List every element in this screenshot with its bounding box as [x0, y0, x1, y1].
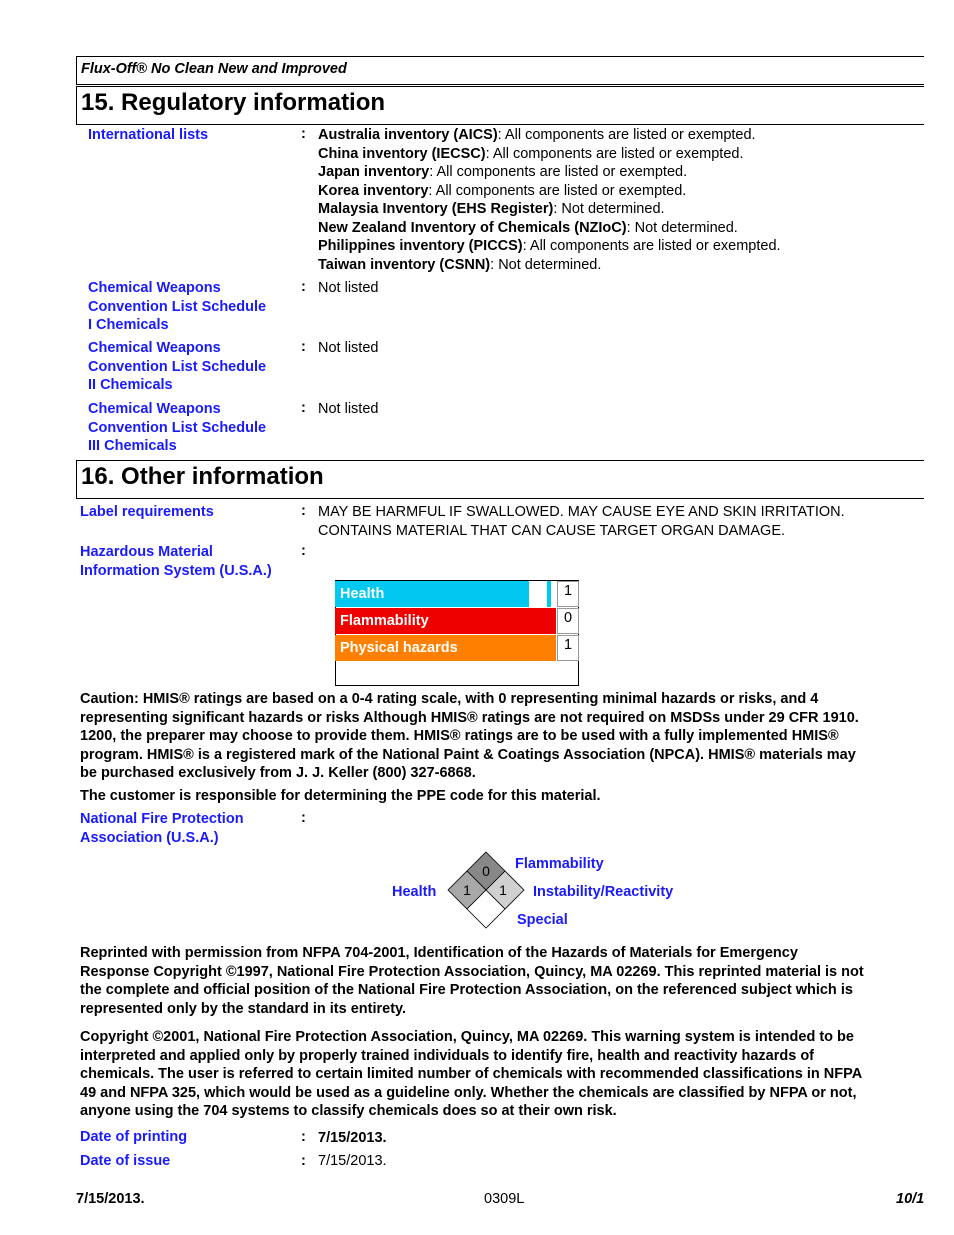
ppe-note: The customer is responsible for determining the PPE code for this material. — [80, 788, 601, 804]
date-of-printing-label: Date of printing — [80, 1129, 188, 1145]
list-item: Japan inventory: All components are listed or exempted. — [318, 164, 688, 180]
nfpa-copyright-paragraph: Copyright ©2001, National Fire Protection Association, Quincy, MA 02269. This warning system is intended to be interpreted and applied only by properly trained individuals to identify fire, health and reactivity hazards of chemicals. The user is referred to certain limited number of chemicals with recommended classifications in NFPA 49 and NFPA 325, which would be used as a guideline only. Whether the chemicals are classified by NFPA or not, anyone using the 704 systems to classify chemicals does so at their own risk. — [80, 1029, 863, 1119]
colon: : — [301, 1153, 306, 1169]
cwc-schedule-3-label: Chemical Weapons Convention List Schedule III Chemicals — [88, 401, 267, 454]
colon: : — [301, 543, 306, 559]
nfpa-instability-value: 1 — [499, 882, 507, 898]
list-item: New Zealand Inventory of Chemicals (NZIoC): Not determined. — [318, 219, 738, 236]
nfpa-label: National Fire Protection Association (U.S.A.) — [80, 811, 244, 846]
cwc-schedule-1-value: Not listed — [318, 280, 379, 296]
footer-date: 7/15/2013. — [76, 1191, 145, 1207]
colon: : — [301, 279, 306, 295]
header-bar — [76, 56, 924, 85]
hmis-caution-paragraph: Caution: HMIS® ratings are based on a 0-4 rating scale, with 0 representing minimal hazards or risks, and 4 representing significant hazards or risks Although HMIS® ratings are not required on MSDSs under 29 CFR 1910. 1200, the preparer may choose to provide them. HMIS® ratings are to be used with a fully implemented HMIS® program. HMIS® is a registered mark of the National Paint & Coatings Association (NPCA). HMIS® materials may be purchased exclusively from J. J. Keller (800) 327-6868. — [80, 691, 859, 781]
hmis-health-value: 1 — [557, 581, 579, 607]
hmis-health-chronic-box — [529, 581, 551, 607]
colon: : — [301, 126, 306, 142]
cwc-schedule-2-label: Chemical Weapons Convention List Schedule II Chemicals — [88, 340, 267, 393]
label-requirements-label: Label requirements — [80, 504, 214, 520]
date-of-issue-value: 7/15/2013. — [318, 1153, 387, 1169]
nfpa-flammability-value: 0 — [482, 863, 490, 879]
list-item: Malaysia Inventory (EHS Register): Not determined. — [318, 201, 665, 217]
list-item: Taiwan inventory (CSNN): Not determined. — [318, 256, 602, 273]
hmis-label: Hazardous Material Information System (U.S.A.) — [80, 544, 272, 579]
colon: : — [301, 339, 306, 355]
nfpa-instability-label: Instability/Reactivity — [533, 884, 674, 900]
nfpa-health-value: 1 — [463, 882, 471, 898]
hmis-physical-row: Physical hazards — [335, 635, 556, 661]
section-16-title: 16. Other information — [81, 463, 324, 490]
nfpa-reprint-paragraph: Reprinted with permission from NFPA 704-2001, Identification of the Hazards of Materials for Emergency Response Copyright ©1997, National Fire Protection Association, Quincy, MA 02269. This reprinted material is not the complete and official position of the National Fire Protection Association, on the referenced subject which is represented only by the standard in its entirety. — [80, 945, 864, 1017]
footer-code: 0309L — [484, 1191, 525, 1207]
label-requirements-line-1: MAY BE HARMFUL IF SWALLOWED. MAY CAUSE EYE AND SKIN IRRITATION. — [318, 504, 845, 520]
nfpa-special-label: Special — [517, 912, 568, 928]
list-item: Australia inventory (AICS): All components are listed or exempted. — [318, 127, 756, 143]
colon: : — [301, 810, 306, 826]
nfpa-flammability-label: Flammability — [515, 856, 604, 872]
product-name: Flux-Off® No Clean New and Improved — [81, 61, 347, 77]
international-lists-label: International lists — [88, 127, 209, 143]
nfpa-health-label: Health — [392, 884, 437, 900]
hmis-flammability-value: 0 — [557, 608, 579, 634]
date-of-issue-label: Date of issue — [80, 1153, 171, 1169]
label-requirements-line-2: CONTAINS MATERIAL THAT CAN CAUSE TARGET ORGAN DAMAGE. — [318, 522, 786, 539]
section-15-heading — [76, 86, 924, 125]
section-16-heading — [76, 460, 924, 499]
cwc-schedule-1-label: Chemical Weapons Convention List Schedule I Chemicals — [88, 280, 267, 333]
colon: : — [301, 400, 306, 416]
footer-page: 10/1 — [896, 1191, 925, 1207]
cwc-schedule-3-value: Not listed — [318, 401, 379, 417]
cwc-schedule-2-value: Not listed — [318, 340, 379, 356]
date-of-printing-value: 7/15/2013. — [318, 1130, 387, 1146]
list-item: Philippines inventory (PICCS): All components are listed or exempted. — [318, 238, 781, 254]
colon: : — [301, 1129, 306, 1145]
list-item: China inventory (IECSC): All components are listed or exempted. — [318, 145, 744, 162]
section-15-title: 15. Regulatory information — [81, 89, 386, 116]
hmis-health-row: Health — [335, 581, 529, 607]
hmis-physical-value: 1 — [557, 635, 579, 661]
list-item: Korea inventory: All components are listed or exempted. — [318, 182, 687, 199]
hmis-flammability-row: Flammability — [335, 608, 556, 634]
colon: : — [301, 503, 306, 519]
